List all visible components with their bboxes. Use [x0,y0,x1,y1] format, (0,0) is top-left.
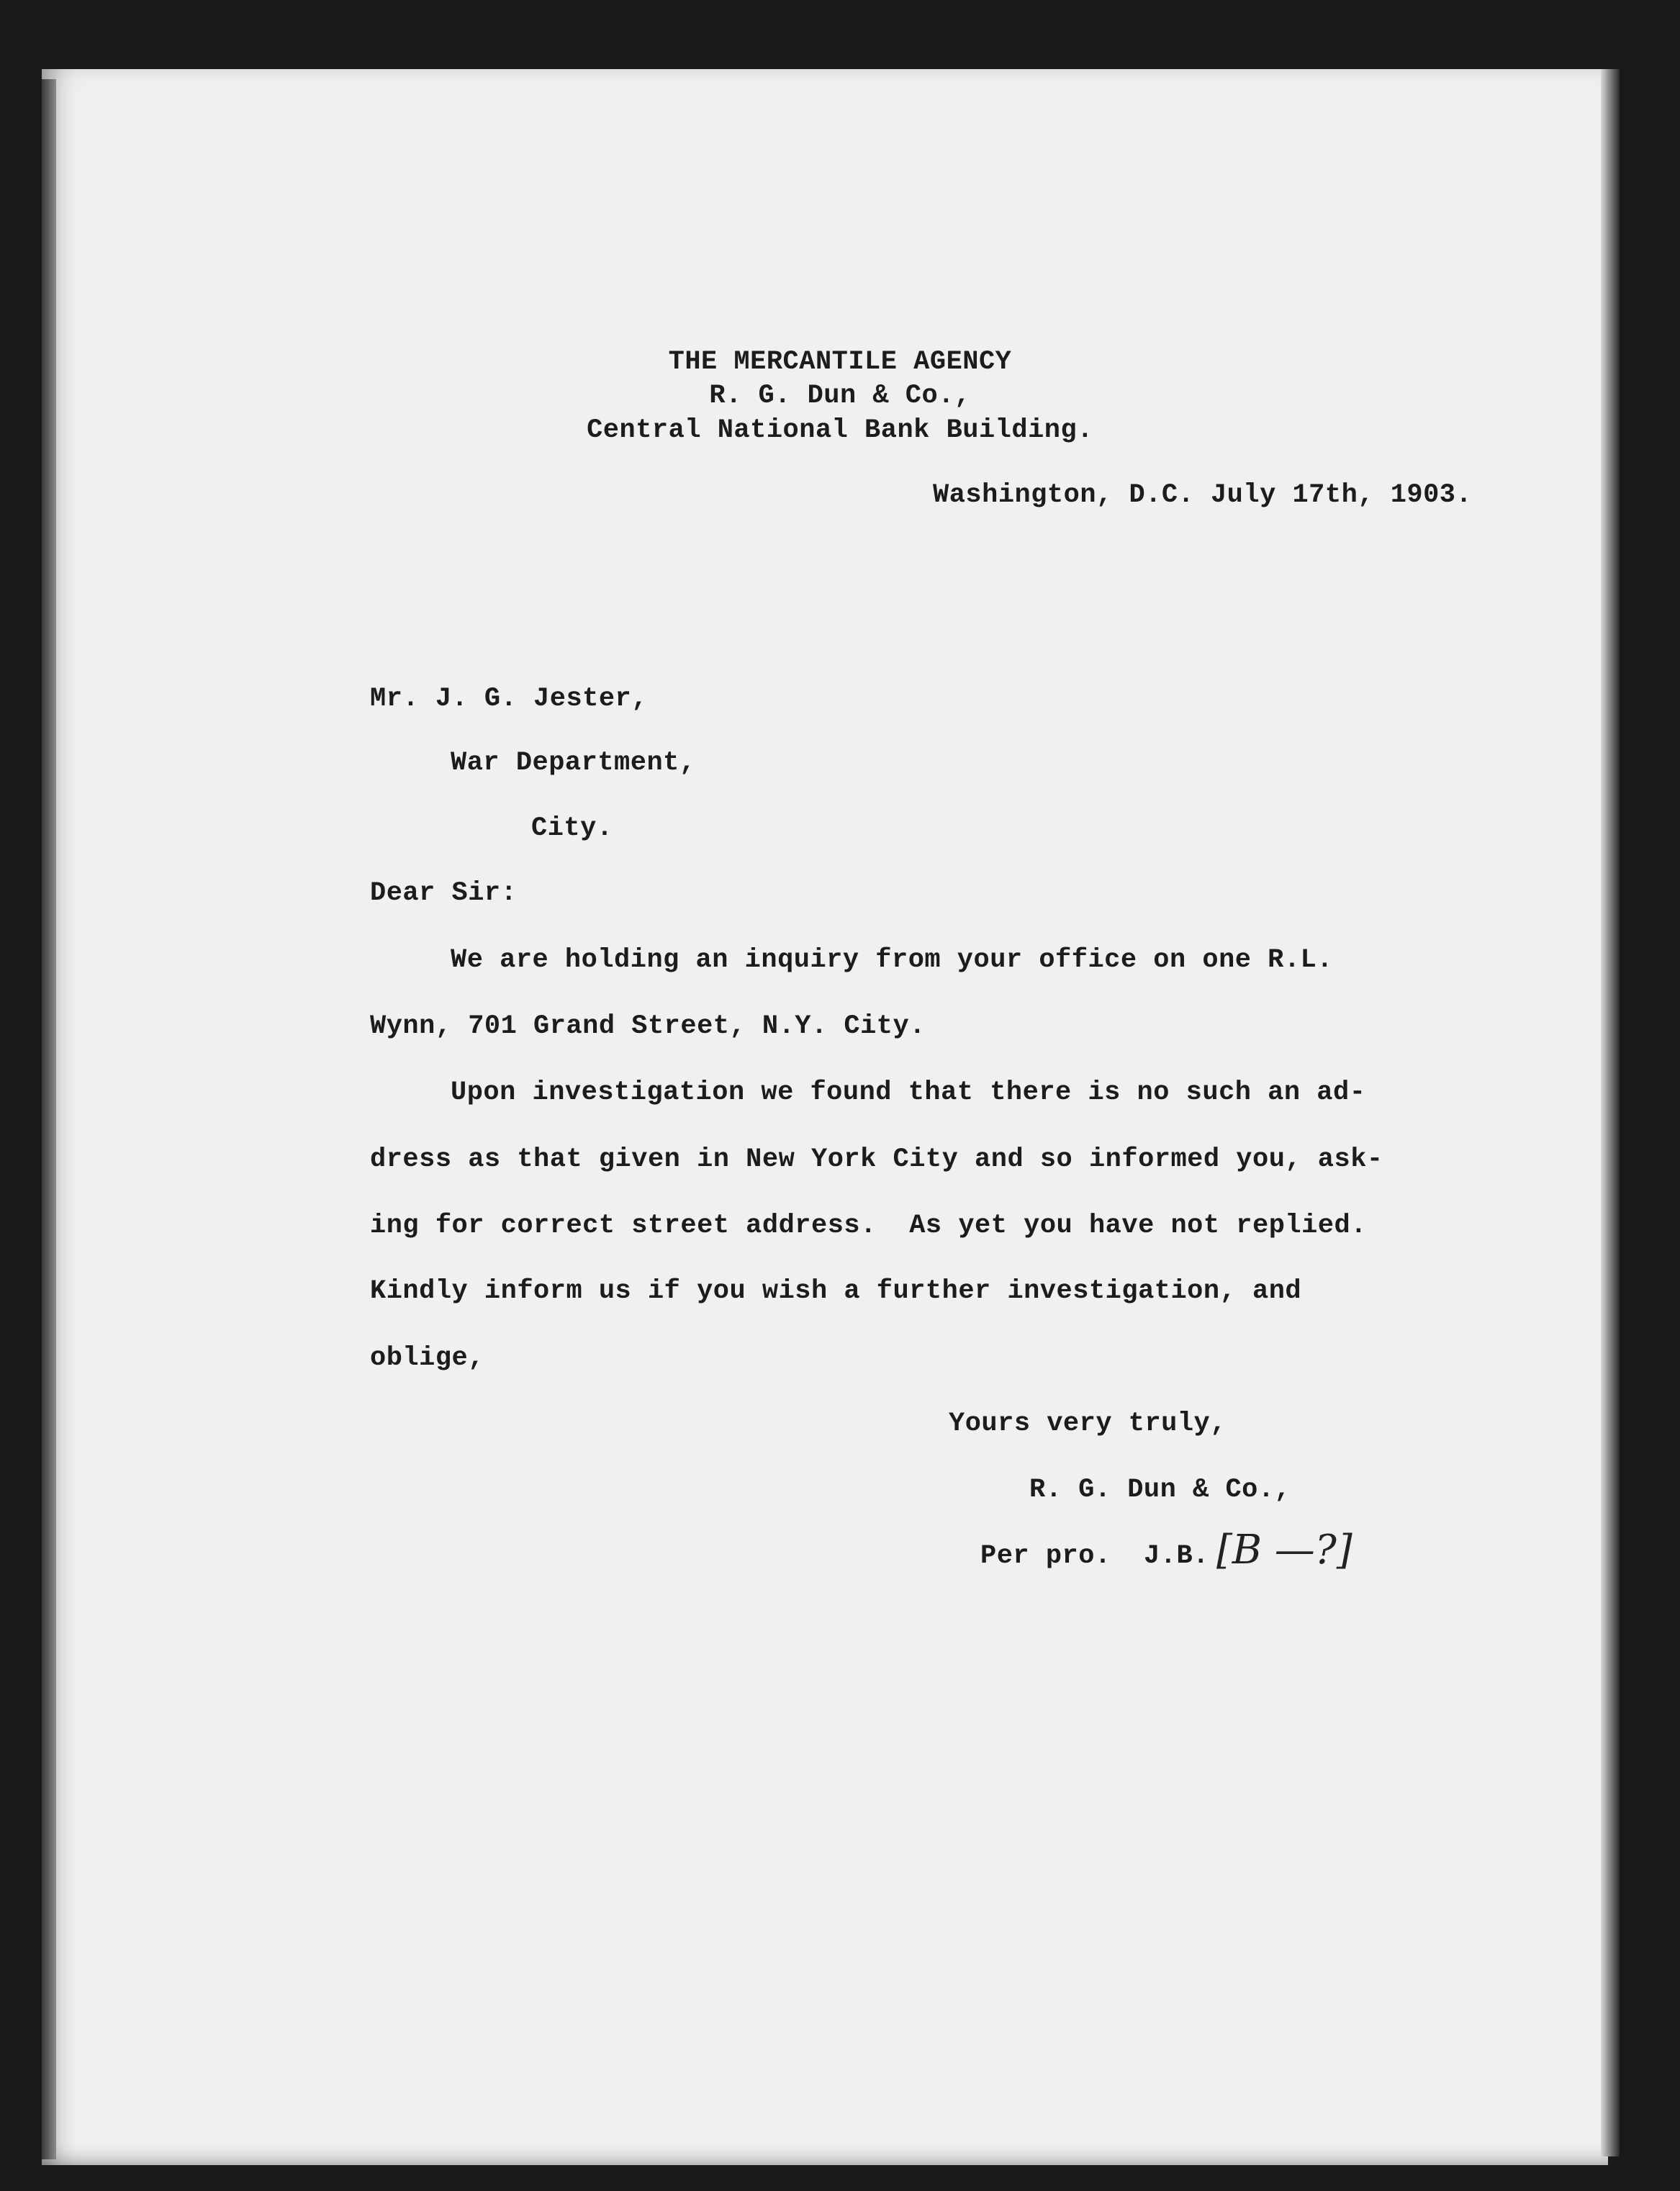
handwritten-initial-mark: [B —?] [1216,1527,1352,1573]
letterhead-firm: R. G. Dun & Co., [709,381,971,411]
recipient-department: War Department, [451,748,696,778]
recipient-name: Mr. J. G. Jester, [370,684,648,714]
body-line: We are holding an inquiry from your office on one R.L. [451,945,1333,975]
per-pro-line: Per pro. J.B. [980,1541,1209,1571]
closing-firm: R. G. Dun & Co., [1029,1475,1291,1505]
body-line: Kindly inform us if you wish a further investigation, and [370,1276,1302,1306]
body-line: Upon investigation we found that there is no such an ad- [451,1078,1366,1108]
sheet-right-edge-shadow [1601,69,1620,2156]
letterhead-agency: THE MERCANTILE AGENCY [668,347,1012,377]
body-line: oblige, [370,1343,484,1373]
body-line: dress as that given in New York City and so informed you, ask- [370,1144,1383,1175]
recipient-city: City. [531,813,613,844]
salutation: Dear Sir: [370,878,518,908]
dateline: Washington, D.C. July 17th, 1903. [933,480,1473,510]
body-line: Wynn, 701 Grand Street, N.Y. City. [370,1011,926,1042]
letterhead-building: Central National Bank Building. [587,415,1093,446]
body-line: ing for correct street address. As yet you have not replied. [370,1211,1367,1241]
complimentary-close: Yours very truly, [949,1409,1227,1439]
